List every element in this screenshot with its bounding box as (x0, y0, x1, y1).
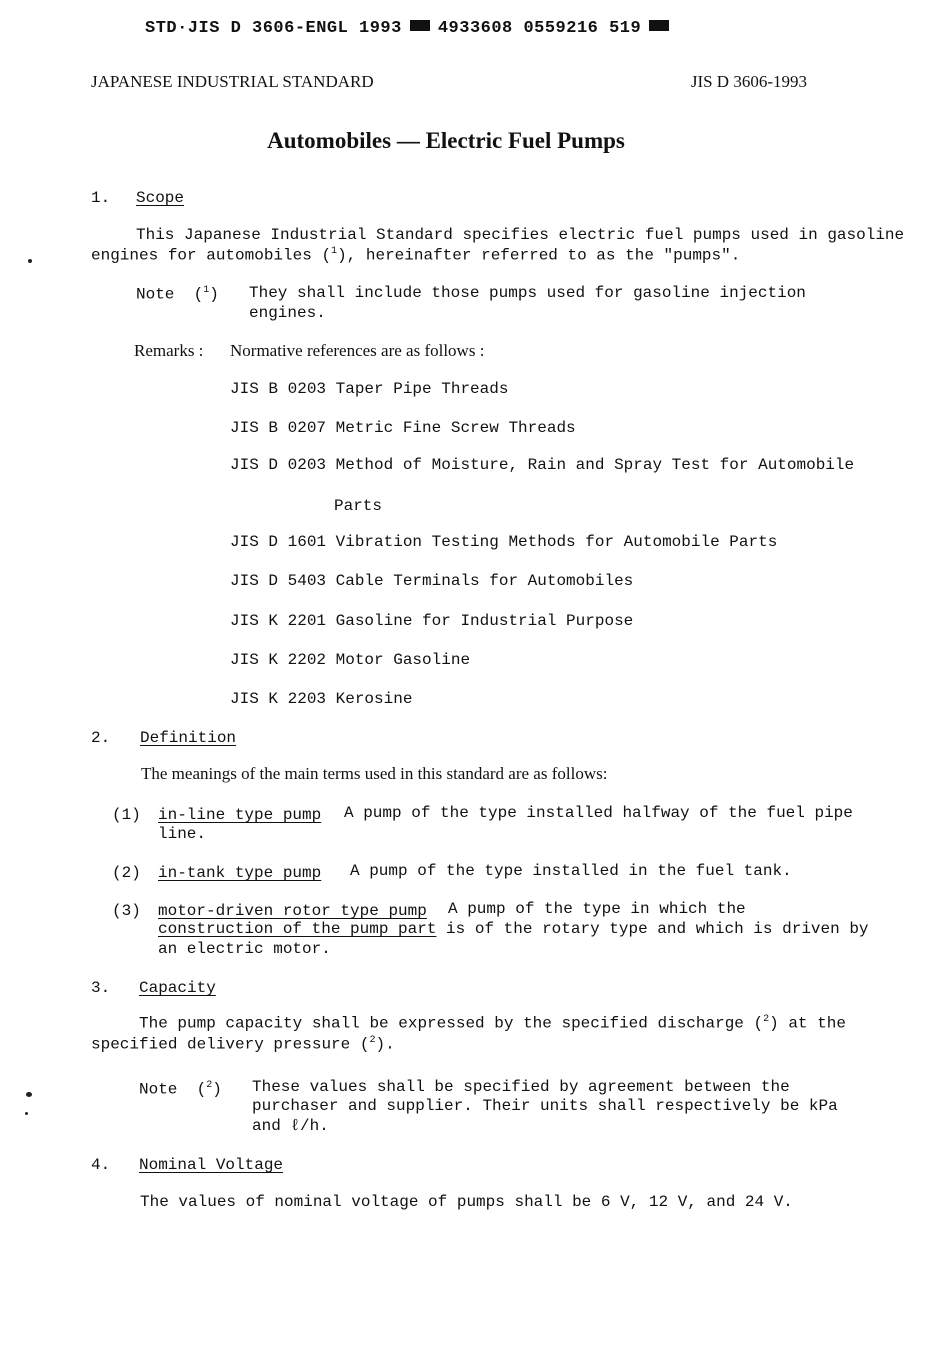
note-ref: 2 (206, 1080, 213, 1091)
note-2-label: Note ($^2$) (139, 1080, 222, 1099)
definition-term-continuation: construction of the pump part (158, 920, 437, 938)
scope-paragraph-line-1: This Japanese Industrial Standard specifies electric fuel pumps used in gasoline (136, 226, 905, 244)
reference-item: JIS B 0207 Metric Fine Screw Threads (230, 419, 576, 437)
section-3-heading: Capacity (139, 979, 216, 997)
section-4-number: 4. (91, 1156, 111, 1174)
note-label: Note (136, 285, 175, 304)
reference-item: JIS B 0203 Taper Pipe Threads (230, 380, 509, 398)
scope-text: ), hereinafter referred to as the "pumps". (337, 246, 741, 265)
footnote-ref: 1 (331, 246, 338, 257)
document-id-right: 4933608 0559216 519 (437, 19, 642, 38)
reference-item: JIS K 2202 Motor Gasoline (230, 651, 471, 669)
note-1-label: Note ($^1$) (136, 285, 219, 304)
section-3-number: 3. (91, 979, 111, 997)
definition-term: motor-driven rotor type pump (158, 902, 427, 920)
footnote-ref: 2 (763, 1014, 770, 1025)
scan-speck (26, 1092, 32, 1097)
capacity-text: ) at the (769, 1014, 846, 1033)
document-id-left: STD·JIS D 3606-ENGL 1993 (145, 19, 402, 38)
definition-text-line-3: an electric motor. (158, 940, 331, 958)
capacity-paragraph-line-1 (139, 1014, 846, 1032)
reference-item-continuation: Parts (334, 497, 383, 515)
section-4-heading: Nominal Voltage (139, 1156, 284, 1174)
header-standard-number: JIS D 3606-1993 (690, 72, 807, 91)
capacity-text: specified delivery pressure ( (91, 1035, 370, 1054)
definition-item-number: (3) (112, 902, 141, 920)
document-id-line (145, 19, 677, 38)
definition-text: is of the rotary type and which is driven by (436, 920, 869, 938)
section-2-heading: Definition (140, 729, 237, 747)
remarks-text: Normative references are as follows : (230, 341, 485, 360)
note-2-line-1: These values shall be specified by agreement between the (252, 1078, 790, 1096)
definition-text-line-2 (158, 920, 869, 938)
section-2-number: 2. (91, 729, 111, 747)
definition-text-line-1: A pump of the type in which the (448, 900, 746, 918)
definition-item-number: (2) (112, 864, 141, 882)
reference-item: JIS D 5403 Cable Terminals for Automobiles (230, 572, 634, 590)
reference-item: JIS K 2201 Gasoline for Industrial Purpose (230, 612, 634, 630)
remarks-label: Remarks : (134, 341, 204, 360)
note-2-line-2: purchaser and supplier. Their units shall respectively be kPa (252, 1097, 838, 1115)
scan-speck (25, 1112, 28, 1115)
note-1-line-1: They shall include those pumps used for gasoline injection (249, 284, 806, 302)
note-1-line-2: engines. (249, 304, 326, 322)
note-label: Note (139, 1080, 178, 1099)
capacity-text: ). (375, 1035, 395, 1054)
note-ref: 1 (203, 285, 210, 296)
footnote-ref: 2 (369, 1035, 376, 1046)
reference-item: JIS K 2203 Kerosine (230, 690, 413, 708)
page-title: Automobiles — Electric Fuel Pumps (267, 128, 625, 153)
barcode-mark-right (649, 20, 669, 31)
capacity-text: The pump capacity shall be expressed by the specified discharge ( (139, 1014, 764, 1033)
note-2-line-3: and ℓ/h. (252, 1117, 329, 1135)
definition-text-line-1: A pump of the type installed halfway of the fuel pipe (344, 804, 853, 822)
header-standard-name: JAPANESE INDUSTRIAL STANDARD (91, 72, 374, 91)
definition-text-line-2: line. (158, 825, 207, 843)
scope-paragraph-line-2 (91, 246, 740, 264)
reference-item: JIS D 1601 Vibration Testing Methods for Automobile Parts (230, 533, 778, 551)
nominal-voltage-paragraph: The values of nominal voltage of pumps shall be 6 V, 12 V, and 24 V. (140, 1193, 793, 1211)
scope-text: engines for automobiles ( (91, 246, 332, 265)
section-1-heading: Scope (136, 189, 185, 207)
barcode-mark-left (410, 20, 430, 31)
capacity-paragraph-line-2 (91, 1035, 395, 1053)
reference-item: JIS D 0203 Method of Moisture, Rain and Spray Test for Automobile (230, 456, 855, 474)
definition-term: in-line type pump (158, 806, 322, 824)
definition-intro: The meanings of the main terms used in this standard are as follows: (141, 764, 608, 783)
definition-text-line-1: A pump of the type installed in the fuel tank. (350, 862, 792, 880)
scan-speck (28, 259, 32, 263)
definition-term: in-tank type pump (158, 864, 322, 882)
section-1-number: 1. (91, 189, 111, 207)
definition-item-number: (1) (112, 806, 141, 824)
